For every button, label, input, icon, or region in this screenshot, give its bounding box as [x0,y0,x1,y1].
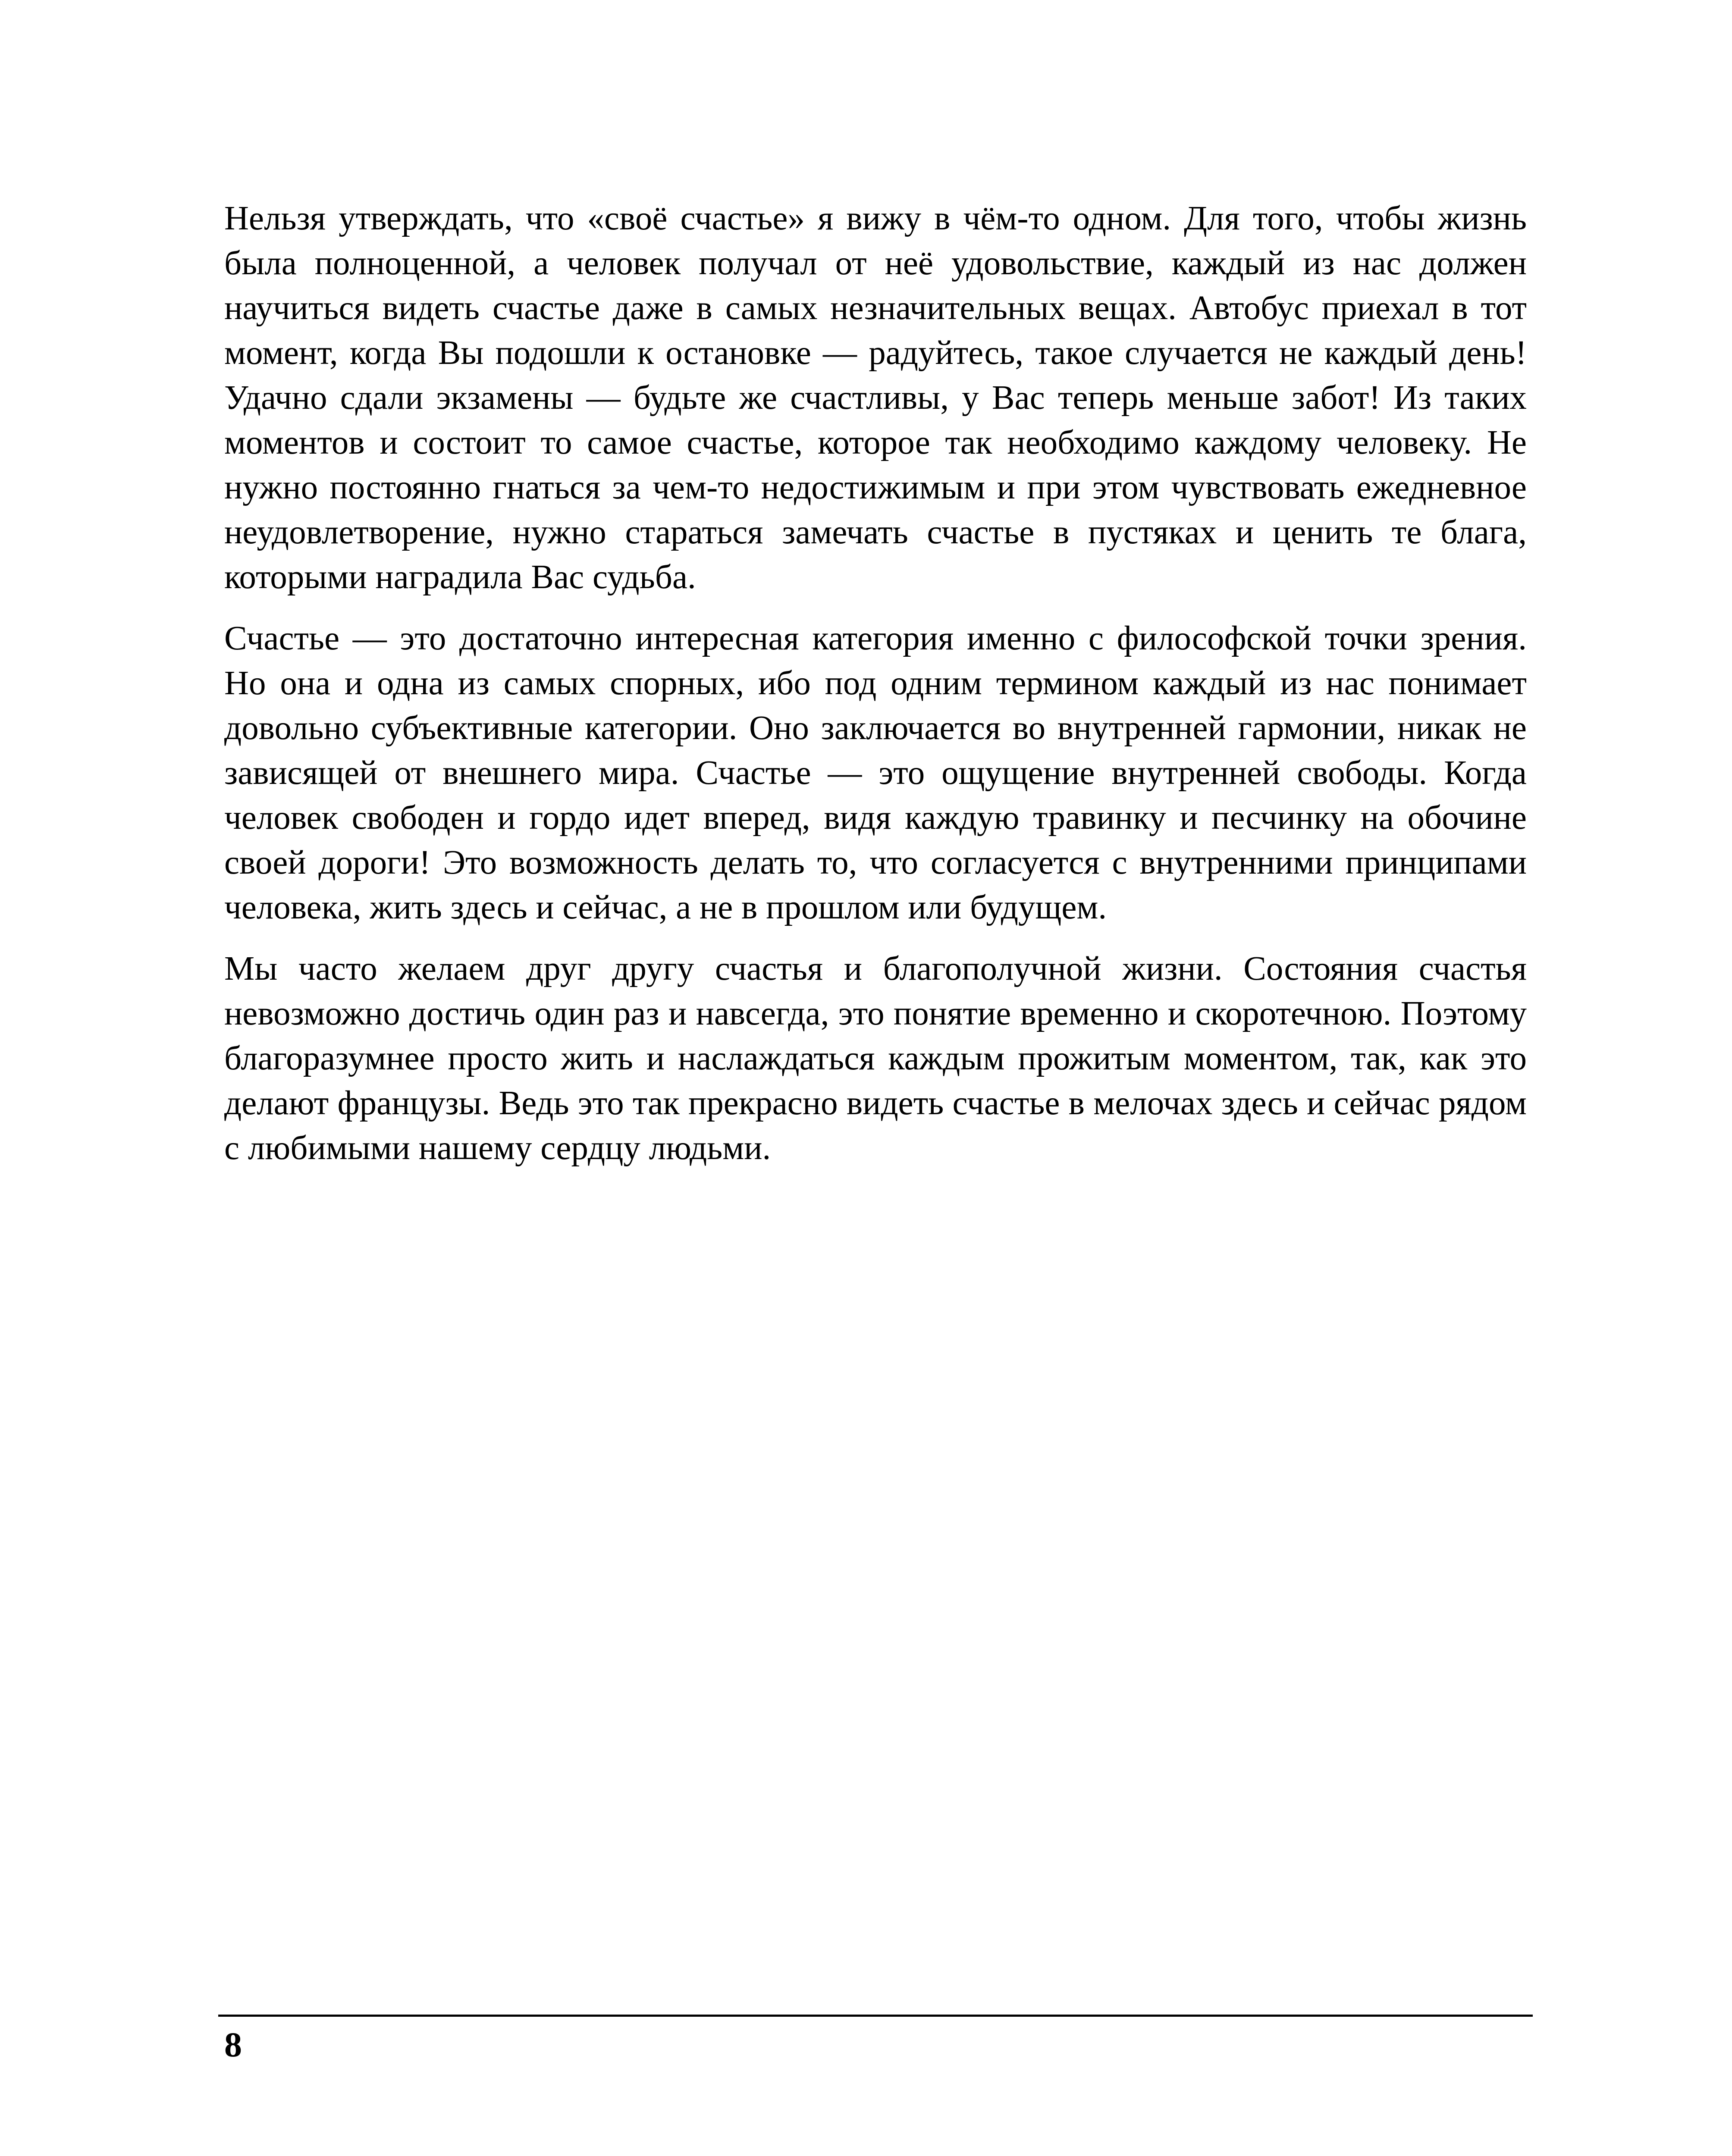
page-number: 8 [224,2025,242,2064]
paragraph: Мы часто желаем друг другу счастья и благополучной жизни. Состояния счастья невозможно достичь один раз и навсегда, это понятие временно и скоротечною. Поэтому благоразумнее просто жить и наслаждаться каждым прожитым моментом, так, как это делают французы. Ведь это так прекрасно видеть счастье в мелочах здесь и сейчас рядом с любимыми нашему сердцу людьми. [224,950,1527,1167]
body-text [224,196,1527,1187]
footer-divider [218,2015,1533,2017]
paragraph: Нельзя утверждать, что «своё счастье» я вижу в чём-то одном. Для того, чтобы жизнь была полноценной, а человек получал от неё удовольствие, каждый из нас должен научиться видеть счастье даже в самых незначительных вещах. Автобус приехал в тот момент, когда Вы подошли к остановке — радуйтесь, такое случается не каждый день! Удачно сдали экзамены — будьте же счастливы, у Вас теперь меньше забот! Из таких моментов и состоит то самое счастье, которое так необходимо каждому человеку. Не нужно постоянно гнаться за чем-то недостижимым и при этом чувствовать ежедневное неудовлетворение, нужно стараться замечать счастье в пустяках и ценить те блага, которыми наградила Вас судьба. [224,200,1527,596]
paragraph: Счастье — это достаточно интересная категория именно с философской точки зрения. Но она и одна из самых спорных, ибо под одним термином каждый из нас понимает довольно субъективные категории. Оно заключается во внутренней гармонии, никак не зависящей от внешнего мира. Счастье — это ощущение внутренней свободы. Когда человек свободен и гордо идет вперед, видя каждую травинку и песчинку на обочине своей дороги! Это возможность делать то, что согласуется с внутренними принципами человека, жить здесь и сейчас, а не в прошлом или будущем. [224,620,1527,926]
